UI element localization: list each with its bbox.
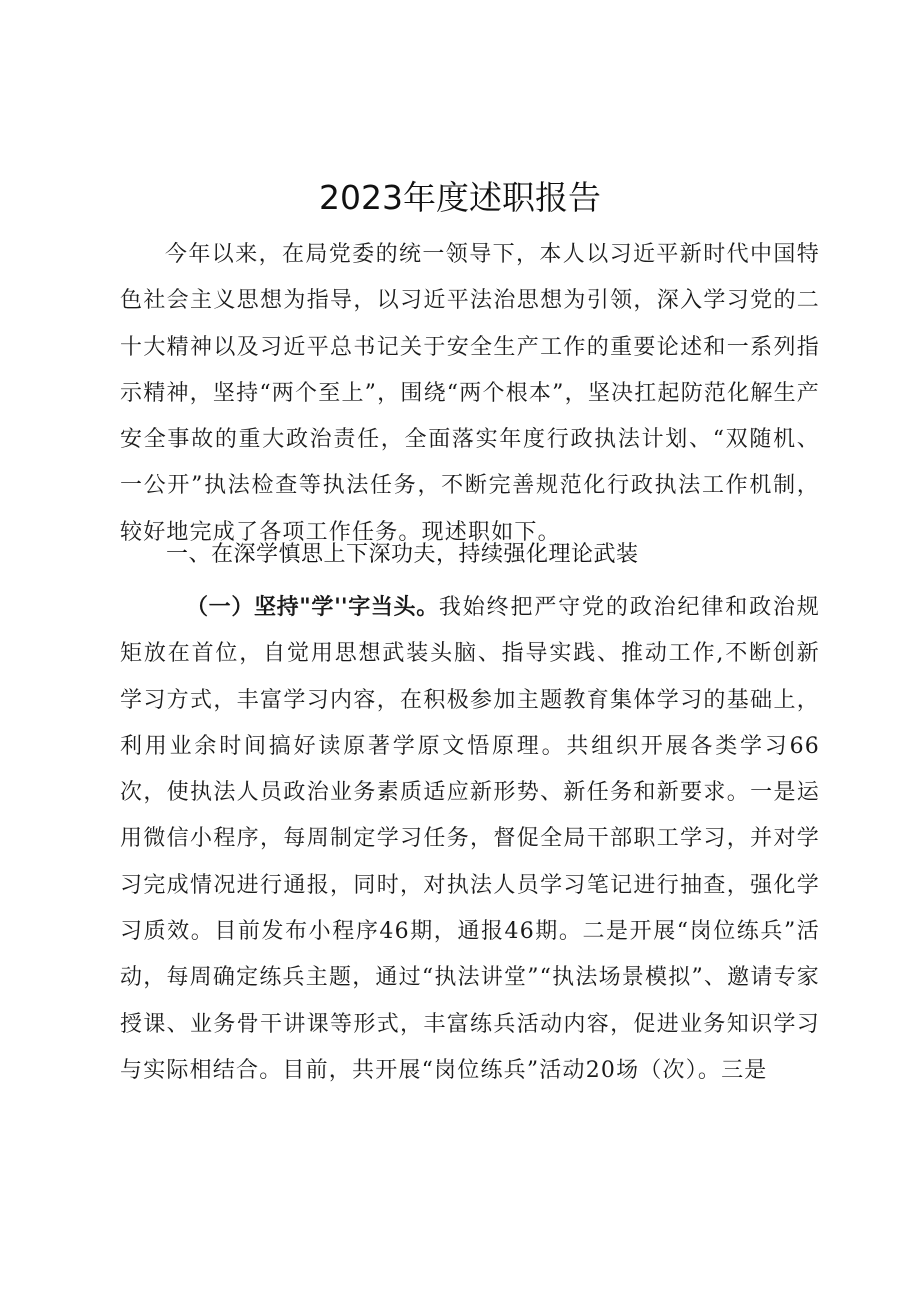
document-title: 2023年度述职报告 — [319, 178, 601, 217]
subsection-lead: （一）坚持"学''字当头。 — [186, 595, 439, 620]
subsection-text: 我始终把严守党的政治纪律和政治规矩放在首位，自觉用思想武装头脑、指导实践、推动工作,不断创新学习方式，丰富学习内容，在积极参加主题教育集体学习的基础上，利用业余时间搞好读原著学原文悟原理。共组织开展各类学习66次，使执法人员政治业务素质适应新形势、新任务和新要求。一是运用微信小程序，每周制定学习任务，督促全局干部职工学习，并对学习完成情况进行通报，同时，对执法人员学习笔记进行抽查，强化学习质效。目前发布小程序46期，通报46期。二是开展“岗位练兵”活动，每周确定练兵主题，通过“执法讲堂”“执法场景模拟”、邀请专家授课、业务骨干讲课等形式，丰富练兵活动内容，促进业务知识学习与实际相结合。目前，共开展“岗位练兵”活动20场（次）。三是 — [120, 595, 820, 1083]
subsection-paragraph — [120, 585, 820, 1094]
section-heading: 一、在深学慎思上下深功夫，持续强化理论武装 — [166, 542, 639, 567]
intro-paragraph: 今年以来，在局党委的统一领导下，本人以习近平新时代中国特色社会主义思想为指导，以习近平法治思想为引领，深入学习党的二十大精神以及习近平总书记关于安全生产工作的重要论述和一系列指示精神，坚持“两个至上”，围绕“两个根本”，坚决扛起防范化解生产安全事故的重大政治责任，全面落实年度行政执法计划、“双随机、一公开”执法检查等执法任务，不断完善规范化行政执法工作机制，较好地完成了各项工作任务。现述职如下。 — [120, 242, 820, 545]
